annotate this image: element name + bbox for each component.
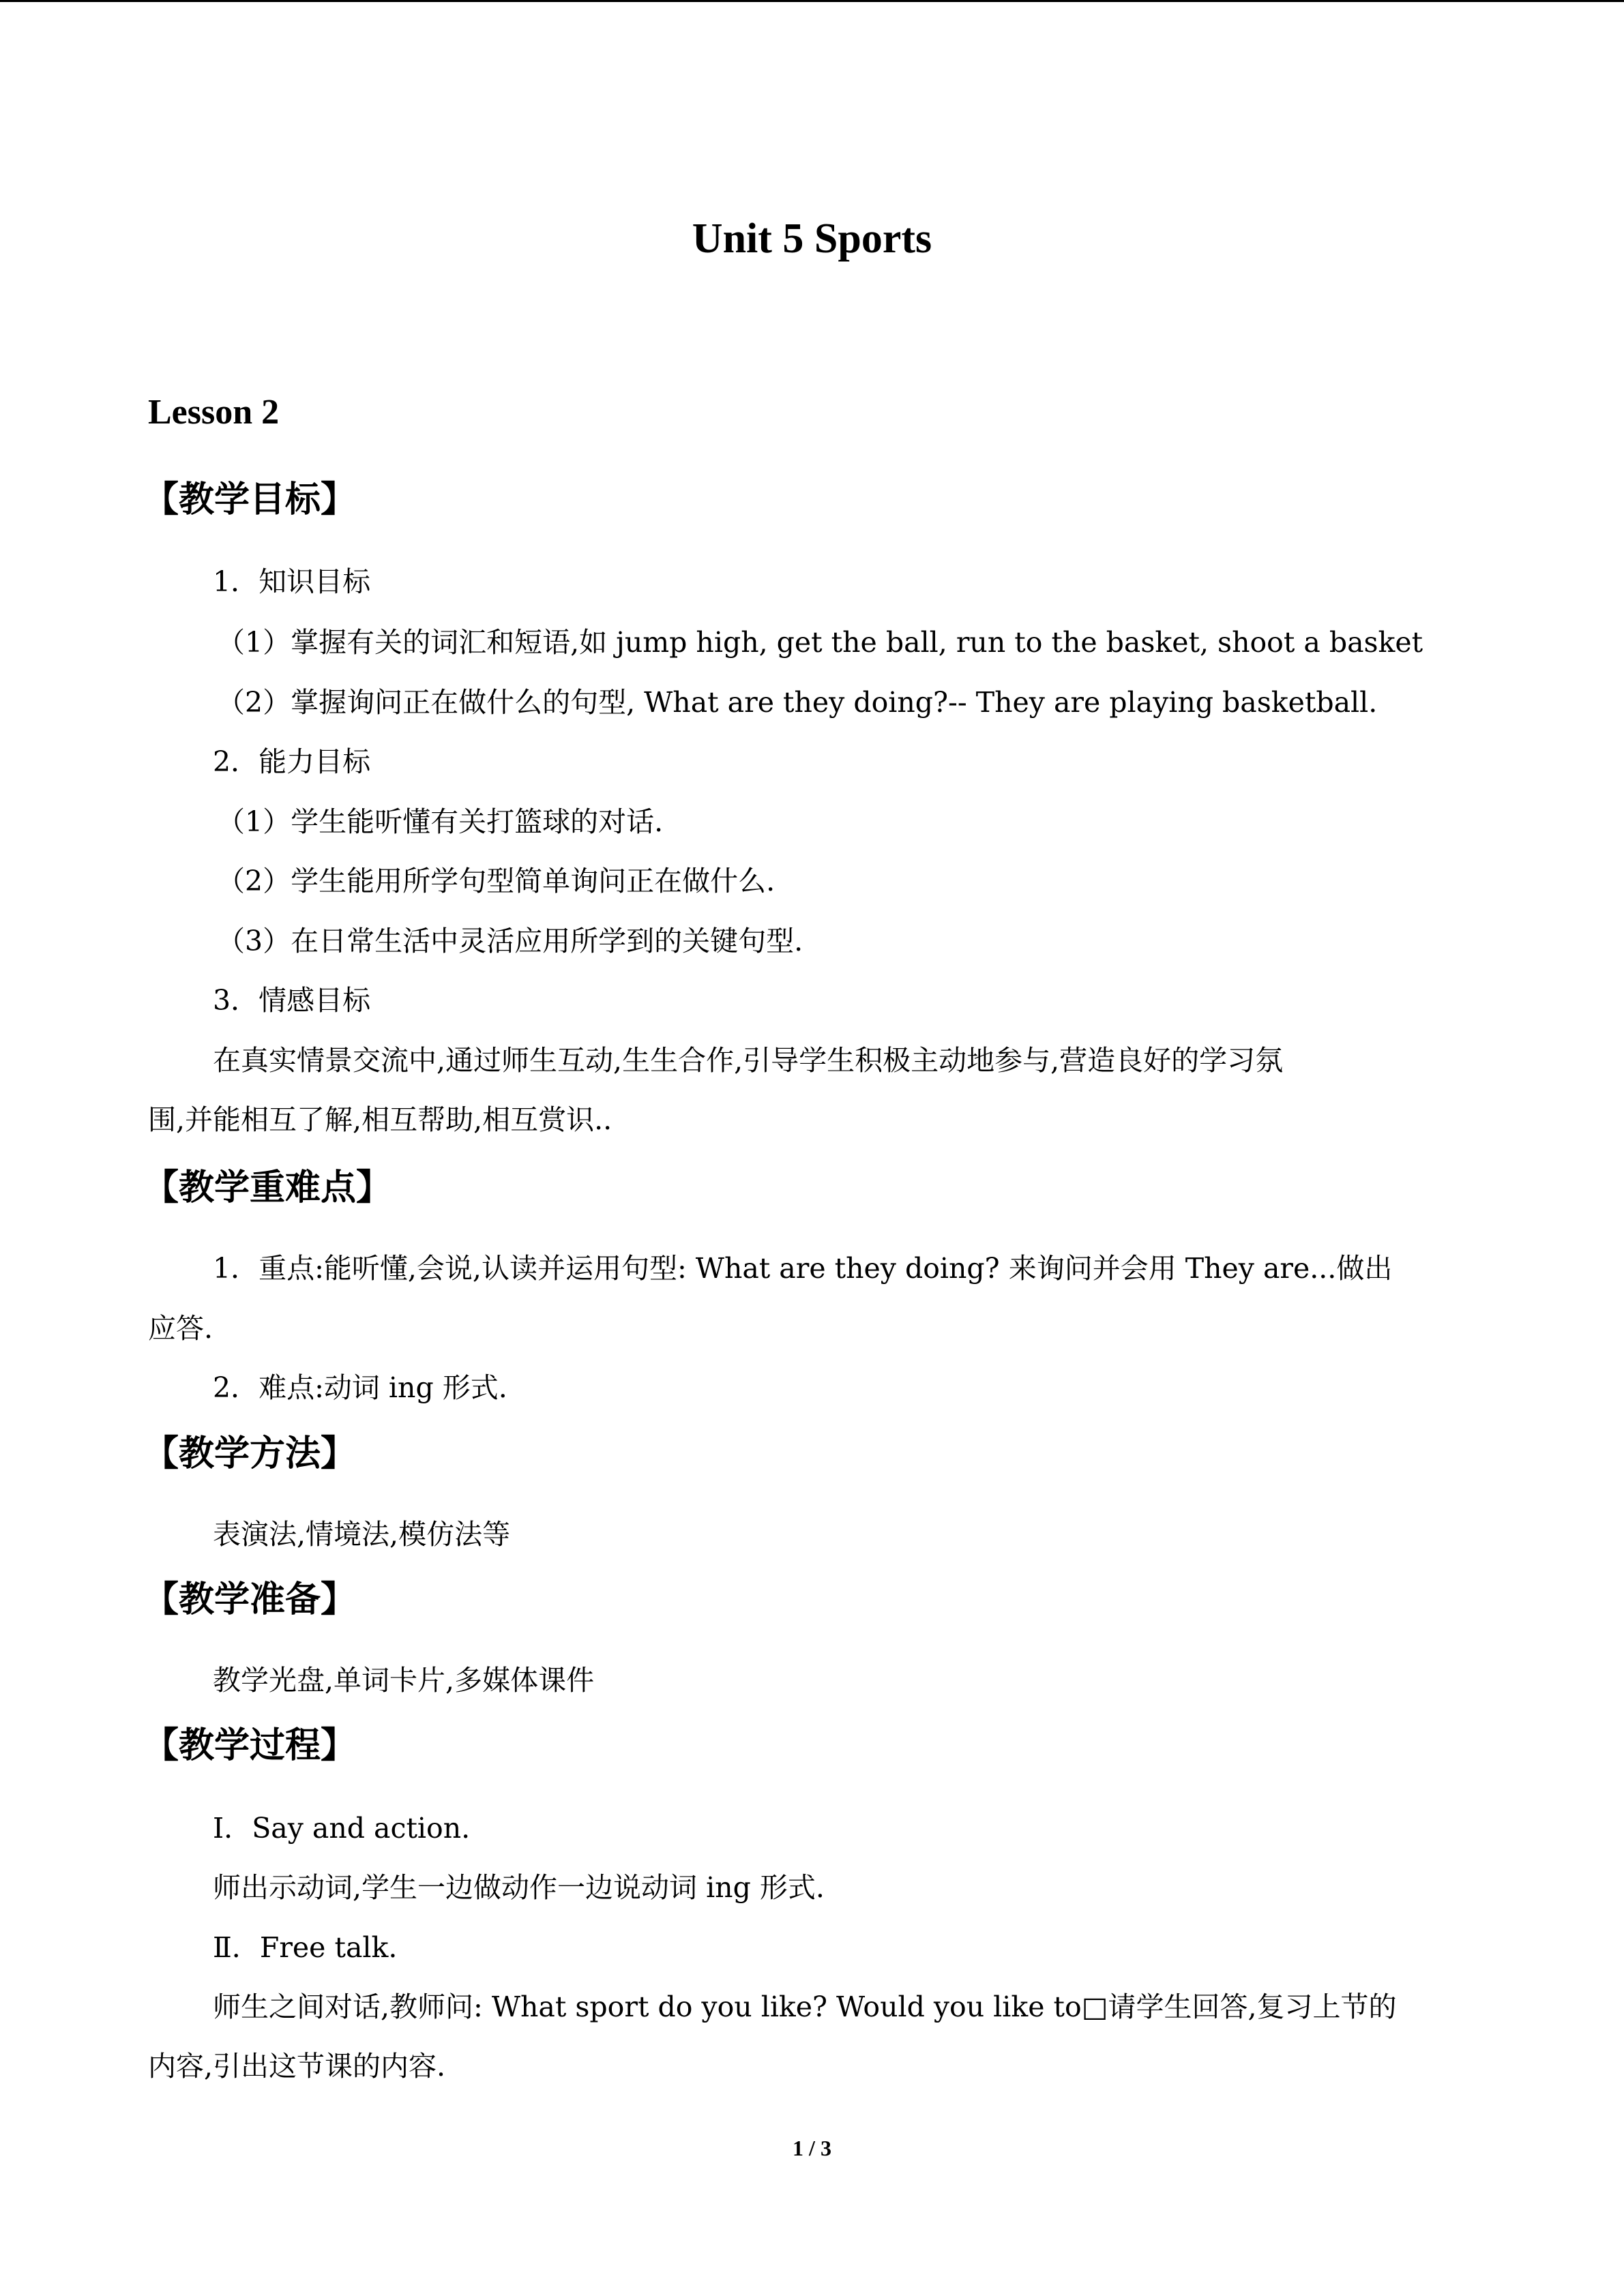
heading-process: 【教学过程】 [143,1725,357,1766]
process-line: Ⅰ．Say and action. [213,1812,471,1845]
objective-line: （2）掌握询问正在做什么的句型, What are they doing?-- They are playing basketball. [217,686,1378,719]
objective-line: （2）学生能用所学句型简单询问正在做什么. [217,865,776,897]
heading-key-points: 【教学重难点】 [143,1167,392,1208]
objective-line: （1）学生能听懂有关打篮球的对话. [217,805,664,838]
heading-preparation: 【教学准备】 [143,1579,357,1620]
process-line: 内容,引出这节课的内容. [148,2050,446,2083]
key-point-line: 1．重点:能听懂,会说,认读并运用句型: What are they doing? 来询问并会用 They are...做出 [213,1252,1393,1285]
preparation-line: 教学光盘,单词卡片,多媒体课件 [213,1664,595,1697]
objective-line: 2．能力目标 [213,745,371,778]
key-point-line: 2．难点:动词 ing 形式. [213,1371,507,1404]
objective-line: （1）掌握有关的词汇和短语,如 jump high, get the ball, run to the basket, shoot a basket [217,626,1423,659]
objective-line: 在真实情景交流中,通过师生互动,生生合作,引导学生积极主动地参与,营造良好的学习氛 [213,1044,1284,1077]
process-line: Ⅱ．Free talk. [213,1931,398,1964]
key-point-line: 应答. [148,1312,213,1345]
objective-line: （3）在日常生活中灵活应用所学到的关键句型. [217,925,803,957]
objective-line: 围,并能相互了解,相互帮助,相互赏识.. [148,1103,612,1136]
heading-methods: 【教学方法】 [143,1433,357,1474]
process-line: 师出示动词,学生一边做动作一边说动词 ing 形式. [213,1871,825,1904]
heading-objectives: 【教学目标】 [143,479,357,520]
methods-line: 表演法,情境法,模仿法等 [213,1518,511,1551]
process-line: 师生之间对话,教师问: What sport do you like? Would you like to□请学生回答,复习上节的 [213,1991,1397,2023]
document-title: Unit 5 Sports [692,215,932,262]
page-number: 1 / 3 [793,2136,831,2160]
lesson-label: Lesson 2 [148,393,280,432]
objective-line: 3．情感目标 [213,984,371,1017]
objective-line: 1．知识目标 [213,565,371,598]
